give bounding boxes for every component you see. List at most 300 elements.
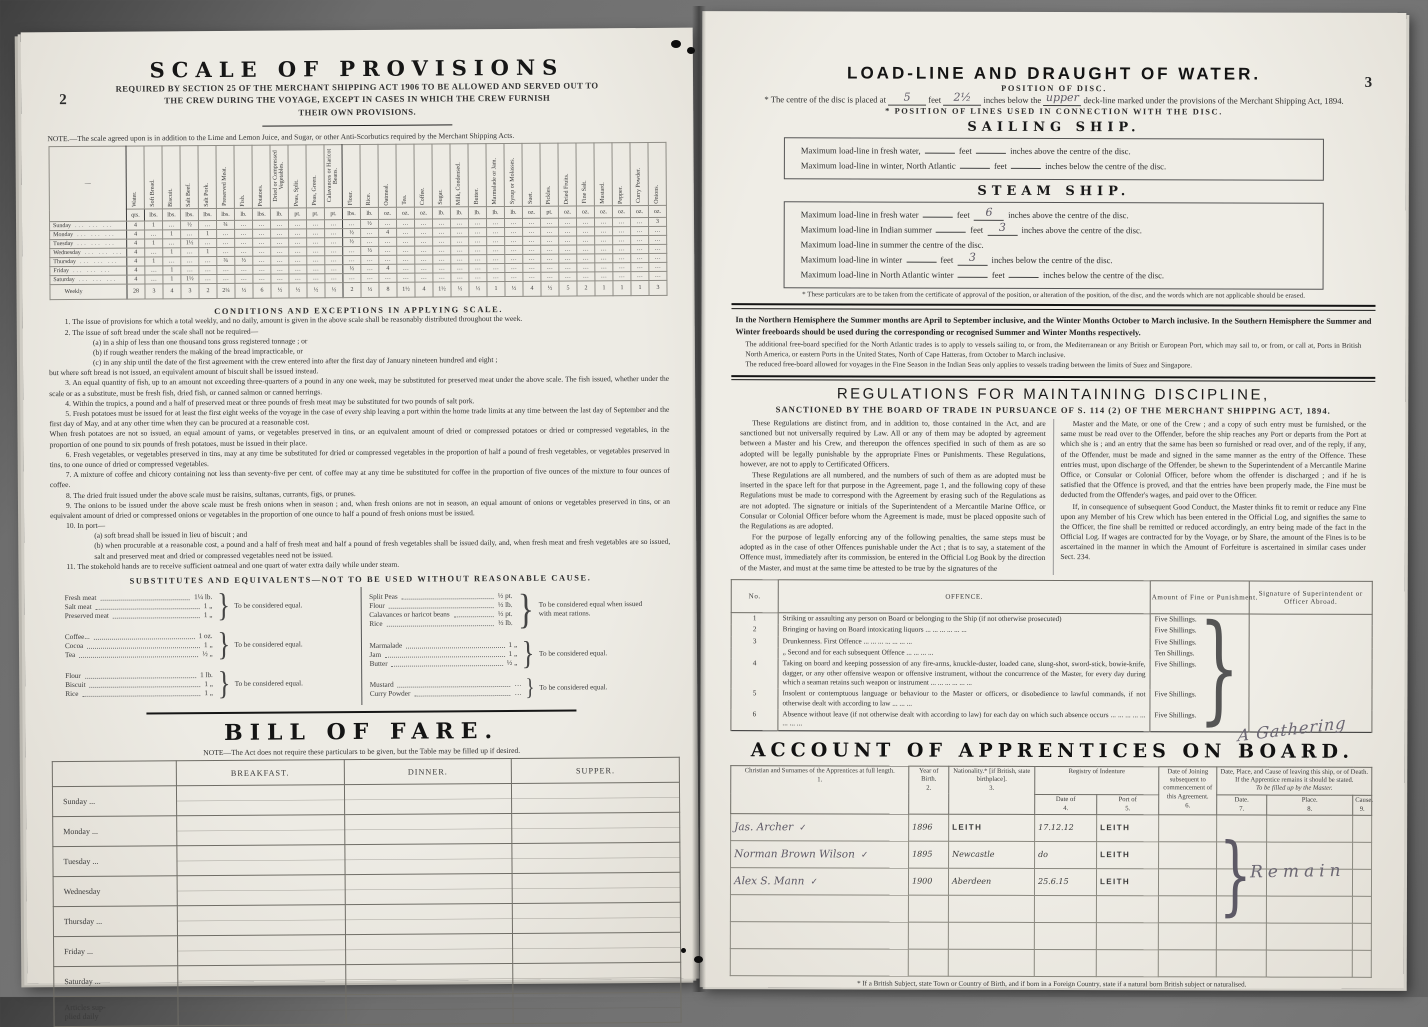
bof-day-row bbox=[54, 932, 681, 966]
value-cell: … bbox=[487, 264, 505, 273]
value-cell: … bbox=[397, 228, 415, 237]
printed-text: feet bbox=[926, 94, 944, 105]
value-cell: … bbox=[199, 239, 217, 248]
provisions-column-header bbox=[234, 146, 252, 209]
weekly-value-cell: 1½ bbox=[433, 282, 451, 297]
apprentice-year: 1895 bbox=[909, 841, 949, 868]
value-cell: 4 bbox=[127, 257, 145, 266]
value-cell: … bbox=[235, 230, 253, 239]
bof-day-label: Tuesday ... bbox=[53, 846, 177, 877]
unit-cell: oz. bbox=[630, 206, 648, 218]
printed-text: inches below the centre of the disc. bbox=[1040, 270, 1165, 281]
value-cell: … bbox=[217, 239, 235, 248]
apprentice-name-cell bbox=[730, 868, 908, 895]
value-cell: … bbox=[559, 254, 577, 263]
item-value: ½ „ bbox=[506, 658, 518, 668]
bof-empty-cell bbox=[346, 993, 514, 1024]
registry-port: LEITH bbox=[1097, 842, 1159, 869]
value-cell: … bbox=[415, 228, 433, 237]
equivalents-line bbox=[65, 611, 213, 621]
value-cell: … bbox=[451, 237, 469, 246]
value-cell: … bbox=[199, 257, 217, 266]
steam-line bbox=[801, 237, 1307, 253]
column-label: Peas, Green. bbox=[312, 175, 319, 206]
value-cell: … bbox=[289, 247, 307, 256]
column-label: Oatmeal. bbox=[384, 183, 391, 206]
dot-leader: ... ... ... bbox=[79, 259, 119, 266]
value-cell: … bbox=[325, 220, 343, 229]
value-cell: … bbox=[451, 219, 469, 228]
provisions-column-header bbox=[198, 146, 216, 209]
column-label: Salt Beef. bbox=[186, 182, 193, 207]
fill-in-blank bbox=[936, 232, 966, 233]
unit-cell: lb. bbox=[234, 209, 252, 221]
steam-ship-heading: STEAM SHIP. bbox=[977, 183, 1131, 200]
offence-fine: Five Shillings. bbox=[1150, 710, 1249, 731]
unit-cell: oz. bbox=[522, 207, 540, 219]
hemisphere-paragraph: In the Northern Hemisphere the Summer months are April to September inclusive, and the Winter Months October to March inclusive. In the Southern Hemisphere the Summer and Winter freeboards should be used during the corresponding or recognised Summer and Winter Months respectively. bbox=[735, 314, 1372, 337]
value-cell: … bbox=[253, 256, 271, 265]
weekly-value-cell: 1 bbox=[613, 281, 631, 296]
empty-cell bbox=[1034, 895, 1096, 922]
value-cell: … bbox=[253, 247, 271, 256]
value-cell: … bbox=[289, 229, 307, 238]
equivalents-line bbox=[65, 689, 213, 699]
provisions-column-header bbox=[180, 146, 198, 209]
value-cell: … bbox=[469, 273, 487, 282]
provisions-column-header bbox=[630, 143, 648, 206]
value-cell: … bbox=[577, 236, 595, 245]
item-name: Jam bbox=[369, 650, 382, 659]
condition-item: (c) in any ship until the date of the first agreement with the crew entered into after the first day of January nineteen hundred and eight ; bbox=[92, 355, 498, 367]
value-cell: … bbox=[271, 256, 289, 265]
empty-cell bbox=[1096, 950, 1158, 977]
value-cell: … bbox=[487, 246, 505, 255]
page-left bbox=[21, 28, 700, 1021]
punch-hole bbox=[694, 956, 703, 963]
empty-cell bbox=[1266, 923, 1352, 950]
value-cell: … bbox=[523, 246, 541, 255]
empty-cell bbox=[1267, 815, 1353, 842]
empty-cell bbox=[1352, 950, 1371, 977]
value-cell: 1 bbox=[163, 275, 181, 284]
value-cell: ½ bbox=[181, 221, 199, 230]
value-cell: … bbox=[505, 264, 523, 273]
offence-description: Absence without leave (if not otherwise dealt with according to law) for each day on which such absence occurs ... ... ... ... ... ... ... ... bbox=[778, 709, 1150, 731]
handwritten-value: 6 bbox=[985, 205, 993, 219]
registry-date: 17.12.12 bbox=[1035, 814, 1097, 841]
value-cell: … bbox=[487, 237, 505, 246]
value-cell: … bbox=[217, 266, 235, 275]
printed-text: inches below the centre of the disc. bbox=[1043, 160, 1167, 172]
value-cell: … bbox=[415, 219, 433, 228]
conditions-heading: CONDITIONS AND EXCEPTIONS IN APPLYING SCALE. bbox=[214, 305, 504, 317]
condition-item: (a) soft bread shall be issued in lieu of biscuit ; and bbox=[94, 530, 248, 541]
empty-cell bbox=[1158, 896, 1216, 923]
apprentice-name-cell bbox=[731, 841, 909, 868]
value-cell: … bbox=[217, 275, 235, 284]
unit-cell: lb. bbox=[504, 207, 522, 219]
provisions-corner-cell: — bbox=[49, 146, 127, 222]
weekly-value-cell: 1 bbox=[487, 282, 505, 297]
bof-empty-cell bbox=[177, 845, 345, 876]
value-cell: … bbox=[631, 236, 649, 245]
offence-signature-cell bbox=[1249, 614, 1372, 626]
fill-in-blank bbox=[943, 90, 981, 106]
dot-leader bbox=[387, 625, 495, 627]
value-cell: … bbox=[487, 228, 505, 237]
fines-brace: } bbox=[1198, 598, 1240, 737]
bof-day-row bbox=[53, 872, 680, 906]
value-cell: 1 bbox=[145, 239, 163, 248]
bof-empty-cell bbox=[344, 783, 512, 814]
item-name: Tea bbox=[65, 651, 76, 660]
weekly-value-cell: 3 bbox=[181, 284, 199, 299]
equivalents-line bbox=[370, 688, 522, 698]
value-cell: … bbox=[559, 245, 577, 254]
equivalents-items bbox=[369, 592, 513, 629]
value-cell: ½ bbox=[343, 265, 361, 274]
value-cell: … bbox=[397, 255, 415, 264]
registry-port: LEITH bbox=[1096, 869, 1158, 896]
value-cell: … bbox=[433, 237, 451, 246]
item-name: Curry Powder bbox=[369, 689, 411, 698]
bof-day-row bbox=[53, 812, 680, 846]
unit-cell: lb. bbox=[486, 207, 504, 219]
offence-number: 2 bbox=[731, 624, 778, 635]
dot-leader bbox=[402, 598, 494, 600]
value-cell: … bbox=[235, 248, 253, 257]
apprentice-name: Alex S. Mann bbox=[733, 875, 805, 888]
offence-fine: Five Shillings. bbox=[1150, 660, 1249, 690]
value-cell: … bbox=[649, 245, 667, 254]
dot-leader bbox=[398, 686, 511, 688]
provisions-column-header bbox=[252, 145, 270, 208]
disc-sentence bbox=[732, 90, 1376, 107]
equivalents-items bbox=[65, 593, 213, 621]
scale-subtitle bbox=[47, 79, 667, 121]
handwritten-value: 5 bbox=[903, 90, 911, 104]
apprentice-name: Jas. Archer bbox=[734, 821, 794, 834]
binding-gutter bbox=[692, 6, 706, 992]
weekly-value-cell: ½ bbox=[541, 281, 559, 296]
offence-number: 4 bbox=[731, 658, 778, 688]
value-cell: … bbox=[253, 265, 271, 274]
item-value: 1 „ bbox=[203, 602, 213, 611]
item-value: … bbox=[514, 679, 522, 688]
offence-number: 5 bbox=[731, 689, 778, 710]
provisions-column-header bbox=[144, 146, 162, 209]
provisions-column-header bbox=[468, 144, 486, 207]
bof-empty-cell bbox=[512, 812, 680, 843]
value-cell: … bbox=[199, 275, 217, 284]
bill-of-fare-title: BILL OF FARE. bbox=[223, 718, 500, 747]
group-label: To be considered equal. bbox=[539, 649, 608, 658]
apprentice-col-name: Christian and Surnames of the Apprentices at full length. 1. bbox=[731, 765, 909, 814]
item-name: Flour bbox=[369, 601, 385, 610]
provisions-column-header bbox=[558, 143, 576, 206]
value-cell: … bbox=[163, 257, 181, 266]
group-label: To be considered equal. bbox=[234, 640, 303, 650]
value-cell: … bbox=[145, 275, 163, 284]
bof-empty-cell bbox=[512, 872, 680, 903]
provisions-column-header bbox=[504, 144, 522, 207]
empty-cell bbox=[948, 949, 1034, 976]
value-cell: … bbox=[235, 239, 253, 248]
item-value: ½ pt. bbox=[497, 609, 513, 619]
dot-leader bbox=[385, 656, 504, 658]
fill-in-blank bbox=[976, 153, 1006, 154]
condition-item: 10. In port— bbox=[66, 520, 106, 531]
group-label: To be considered equal. bbox=[234, 601, 303, 611]
page-number-left: 2 bbox=[59, 92, 67, 109]
punch-hole bbox=[687, 47, 695, 54]
apprentice-nationality: Aberdeen bbox=[948, 868, 1034, 895]
value-cell: … bbox=[343, 256, 361, 265]
unit-cell: lb. bbox=[270, 208, 288, 220]
regulations-title: REGULATIONS FOR MAINTAINING DISCIPLINE, bbox=[836, 385, 1270, 404]
unit-cell: lbs. bbox=[216, 209, 234, 221]
value-cell: 3 bbox=[648, 218, 666, 227]
substitutes-block bbox=[57, 585, 666, 707]
value-cell: ½ bbox=[361, 247, 379, 256]
value-cell: … bbox=[433, 255, 451, 264]
weekly-value-cell: ½ bbox=[505, 282, 523, 297]
sailing-ship-heading: SAILING SHIP. bbox=[967, 119, 1141, 136]
fill-in-blank bbox=[958, 277, 988, 278]
value-cell: 4 bbox=[379, 265, 397, 274]
group-brace: } bbox=[217, 626, 231, 664]
disc-position-sentence bbox=[732, 90, 1376, 107]
offence-description: Bringing or having on Board intoxicating liquors ... ... ... ... ... ... bbox=[778, 624, 1150, 636]
bof-day-label: Monday ... bbox=[53, 816, 177, 847]
dot-leader: ... ... ... bbox=[84, 250, 124, 257]
bof-empty-cell bbox=[177, 815, 345, 846]
value-cell: … bbox=[433, 273, 451, 282]
item-name: Split Peas bbox=[369, 592, 398, 601]
apprentice-year: 1900 bbox=[908, 868, 948, 895]
provisions-column-header bbox=[612, 143, 630, 206]
bof-day-row bbox=[53, 902, 680, 936]
empty-cell bbox=[1096, 923, 1158, 950]
apprentice-name: Norman Brown Wilson bbox=[734, 848, 855, 861]
group-label: To be considered equal when issued with meat rations. bbox=[538, 600, 643, 618]
dot-leader: ... ... ... bbox=[77, 232, 116, 239]
empty-cell bbox=[730, 949, 908, 976]
divider-rule bbox=[146, 710, 576, 715]
value-cell: 4 bbox=[127, 239, 145, 248]
condition-item: (a) in a ship of less than one thousand tons gross registered tonnage ; or bbox=[92, 336, 308, 347]
item-name: Cocoa bbox=[64, 641, 84, 651]
value-cell: … bbox=[541, 227, 559, 236]
printed-text: Maximum load-line in North Atlantic winter bbox=[800, 269, 956, 280]
value-cell: … bbox=[181, 230, 199, 239]
bof-empty-cell bbox=[513, 962, 681, 993]
value-cell: … bbox=[415, 273, 433, 282]
bof-empty-cell bbox=[177, 875, 345, 906]
regulations-paragraph: If, in consequence of subsequent Good Conduct, the Master thinks fit to remit or reduce any Fine upon any Member of his Crew which has been entered in the Official Log, and signifies the same to the Officer, the fine shall be remitted or reduced accordingly, an entry being made of the fact in the Official Log. If wages are contracted for by the Voyage, or by Share, the amount of the Fines is to be ascertained in the manner in which the Amount of Forfeiture is ascertained in similar cases under Sect. 234. bbox=[1060, 501, 1366, 562]
value-cell: … bbox=[613, 263, 631, 272]
value-cell: … bbox=[145, 230, 163, 239]
value-cell: … bbox=[577, 272, 595, 281]
fill-in-blank bbox=[888, 90, 926, 106]
bof-empty-cell bbox=[513, 992, 681, 1023]
bof-empty-cell bbox=[512, 842, 680, 873]
sailing-line bbox=[801, 158, 1307, 174]
value-cell: … bbox=[433, 264, 451, 273]
value-cell: … bbox=[235, 266, 253, 275]
weekly-value-cell: 28 bbox=[127, 284, 145, 299]
dot-leader: ... ... ... bbox=[75, 223, 114, 230]
value-cell: … bbox=[253, 220, 271, 229]
equivalents-group bbox=[65, 587, 353, 626]
value-cell: … bbox=[379, 247, 397, 256]
column-label: Butter. bbox=[474, 188, 481, 205]
item-name: Marmalade bbox=[369, 641, 403, 650]
printed-text: inches above the centre of the disc. bbox=[1005, 209, 1129, 221]
superintendent-signature: A Gathering bbox=[1236, 712, 1347, 746]
value-cell: … bbox=[271, 229, 289, 238]
checkmark: ✓ bbox=[799, 822, 807, 833]
bof-day-label: Saturday ... bbox=[54, 966, 178, 997]
handwritten-value: upper bbox=[1045, 90, 1079, 105]
value-cell: … bbox=[469, 237, 487, 246]
value-cell: 4 bbox=[379, 229, 397, 238]
condition-item: 2. The issue of soft bread under the scale shall not be required— bbox=[64, 326, 259, 337]
provisions-column-header bbox=[648, 143, 666, 206]
value-cell: … bbox=[577, 218, 595, 227]
value-cell: … bbox=[379, 256, 397, 265]
empty-cell bbox=[908, 922, 948, 949]
regulations-paragraph: For the purpose of legally enforcing any of the following penalties, the same steps must be adopted as in the case of other Offences punishable under the Act ; that is to say, a statement of the Offence must, immediately after its commission, be entered in the Official Log Book by the direction of the Master, and must at the same time be attested to be true by the signatures of the bbox=[739, 532, 1046, 573]
value-cell: … bbox=[559, 227, 577, 236]
value-cell: … bbox=[541, 254, 559, 263]
punch-hole bbox=[681, 948, 686, 953]
column-label: Coffee. bbox=[420, 187, 427, 205]
printed-text: Maximum load-line in winter bbox=[800, 254, 905, 265]
value-cell: 1 bbox=[199, 248, 217, 257]
condition-item: 7. A mixture of coffee and chicory containing not less than seventy-five per cent. of coffee may at any time be substituted for coffee in the proportion of five ounces of the mixture to four ounces of coffee. bbox=[49, 466, 670, 490]
loadline-title: LOAD-LINE AND DRAUGHT OF WATER. bbox=[847, 63, 1262, 84]
value-cell: … bbox=[361, 274, 379, 283]
value-cell: … bbox=[613, 272, 631, 281]
item-name: Biscuit bbox=[65, 680, 86, 690]
equivalents-group bbox=[370, 674, 658, 703]
value-cell: … bbox=[559, 218, 577, 227]
value-cell: … bbox=[271, 238, 289, 247]
value-cell: … bbox=[595, 263, 613, 272]
equivalents-group bbox=[65, 665, 353, 704]
column-label: Syrup or Molasses. bbox=[510, 158, 517, 205]
value-cell: … bbox=[559, 236, 577, 245]
offence-fine: Five Shillings. bbox=[1150, 625, 1249, 637]
bof-empty-cell bbox=[345, 843, 513, 874]
checkmark: ✓ bbox=[810, 876, 819, 887]
value-cell: … bbox=[595, 254, 613, 263]
provisions-column-header bbox=[360, 145, 378, 208]
bof-day-row bbox=[54, 962, 681, 996]
value-cell: … bbox=[541, 272, 559, 281]
value-cell: … bbox=[595, 218, 613, 227]
value-cell: 1 bbox=[163, 230, 181, 239]
provisions-column-header bbox=[432, 144, 450, 207]
handwritten-value: 2½ bbox=[953, 90, 972, 104]
bof-day-label: Thursday ... bbox=[53, 906, 177, 937]
value-cell: … bbox=[631, 254, 649, 263]
offence-col-no: No. bbox=[731, 580, 778, 613]
value-cell: … bbox=[361, 256, 379, 265]
regulations-paragraph: These Regulations are all numbered, and the numbers of such of them as are adopted must be inserted in the space left for that purpose in the Agreement, page 1, and the following copy of these Regulations must be made to correspond with the Agreement by erasing such of the Regulations as are not adopted. The signature or initials of the Superintendent of a Mercantile Marine Office, or Consular or Colonial Officer before whom the Agreement is made, must be placed opposite such of the Regulations as are adopted. bbox=[739, 470, 1046, 531]
item-name: Rice bbox=[369, 619, 383, 628]
day-label-cell: Sunday ... ... ... bbox=[50, 221, 127, 231]
printed-text: deck-line marked under the provisions of the Merchant Shipping Act, 1894. bbox=[1081, 95, 1344, 106]
value-cell: … bbox=[397, 273, 415, 282]
bof-day-label: Articles sup- plied daily bbox=[54, 996, 178, 1027]
apprentice-col-leave-date: Date. 7. bbox=[1217, 794, 1267, 815]
column-label: Fish. bbox=[240, 194, 247, 207]
equivalents-items bbox=[65, 632, 213, 660]
apprentice-empty-row bbox=[730, 922, 1371, 951]
item-name: Mustard bbox=[369, 680, 394, 689]
value-cell: … bbox=[325, 256, 343, 265]
column-label: Preserved Meat. bbox=[222, 167, 229, 207]
value-cell: … bbox=[235, 221, 253, 230]
bof-column-header: BREAKFAST. bbox=[176, 760, 344, 786]
column-label: Soft Bread. bbox=[150, 179, 157, 207]
condition-item: 8. The dried fruit issued under the above scale must be raisins, sultanas, currants, figs, or prunes. bbox=[65, 488, 356, 500]
bof-empty-cell bbox=[512, 782, 680, 813]
provisions-column-header bbox=[162, 146, 180, 209]
item-name: Preserved meat bbox=[64, 611, 109, 621]
bof-day-label: Wednesday bbox=[53, 876, 177, 907]
printed-text: Maximum load-line in fresh water, bbox=[800, 145, 923, 156]
value-cell: … bbox=[649, 227, 667, 236]
item-name: Fresh meat bbox=[64, 593, 97, 603]
fill-in-blank bbox=[987, 220, 1017, 236]
scale-subtitle-line1: REQUIRED BY SECTION 25 OF THE MERCHANT SHIPPING ACT 1906 TO BE ALLOWED AND SERVED OUT TO bbox=[115, 80, 599, 94]
offence-number: 1 bbox=[731, 613, 778, 625]
value-cell: … bbox=[163, 221, 181, 230]
column-label: Onions. bbox=[654, 184, 661, 204]
offence-signature-cell bbox=[1249, 637, 1372, 649]
empty-cell bbox=[908, 949, 948, 976]
unit-cell: pt. bbox=[306, 208, 324, 220]
provisions-column-header bbox=[324, 145, 342, 208]
value-cell: … bbox=[325, 238, 343, 247]
bof-day-label: Sunday ... bbox=[52, 786, 176, 817]
value-cell: … bbox=[451, 273, 469, 282]
column-label: Suet. bbox=[528, 191, 535, 205]
offence-description: Insolent or contemptuous language or behaviour to the Master or officers, or disobedience to lawful commands, if not otherwise dealt with according to law ... ... ... bbox=[778, 689, 1150, 711]
item-value: 1 „ bbox=[204, 689, 213, 698]
bof-day-row bbox=[53, 842, 680, 876]
provisions-column-header bbox=[306, 145, 324, 208]
group-brace: } bbox=[521, 635, 535, 672]
column-label: Flour. bbox=[348, 191, 355, 206]
provisions-column-header bbox=[378, 145, 396, 208]
provisions-header-row bbox=[49, 143, 666, 210]
printed-text: inches below the centre of the disc. bbox=[989, 254, 1113, 266]
page-number-right: 3 bbox=[1364, 74, 1373, 91]
value-cell: … bbox=[649, 263, 667, 272]
value-cell: … bbox=[559, 272, 577, 281]
unit-cell: oz. bbox=[648, 206, 666, 218]
item-value: 1 „ bbox=[203, 611, 213, 620]
substitutes-left-column bbox=[57, 587, 361, 707]
value-cell: 4 bbox=[127, 248, 145, 257]
day-label-cell: Tuesday ... ... ... bbox=[50, 239, 127, 249]
printed-text: Maximum load-line in Indian summer bbox=[800, 224, 935, 235]
